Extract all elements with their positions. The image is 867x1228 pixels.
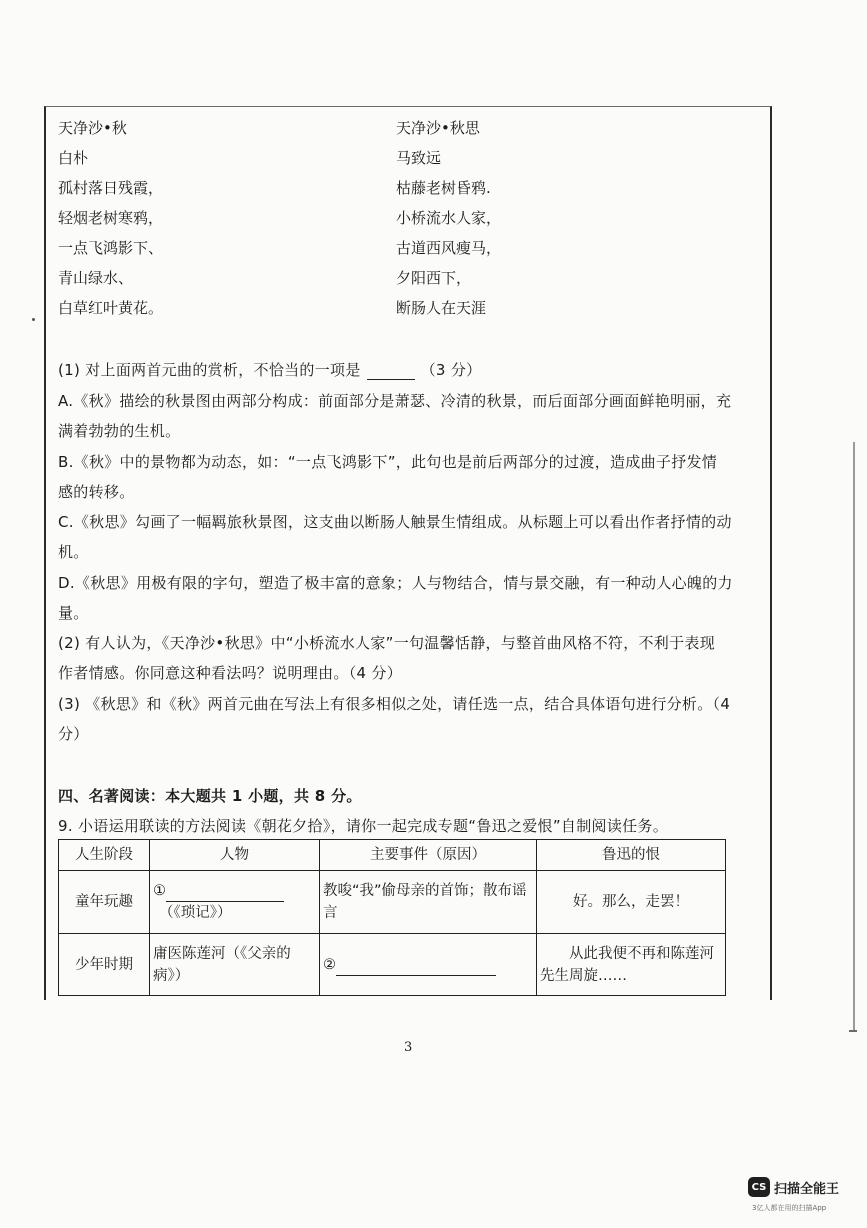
person-cell: 庸医陈莲河（《父亲的病》） (150, 934, 320, 996)
option-c-line2: 机。 (58, 543, 89, 561)
question-3-line2: 分） (58, 725, 89, 743)
scanner-watermark (748, 1176, 839, 1198)
table-header-cell: 主要事件（原因） (320, 840, 537, 871)
person-fill-blank[interactable] (166, 887, 284, 902)
poem-left-line: 一点飞鸿影下、 (58, 239, 164, 257)
reading-task-table (58, 839, 726, 996)
event-cell: 教唆“我”偷母亲的首饰；散布谣言 (320, 871, 537, 934)
table-row (59, 934, 726, 996)
option-c-line1: C.《秋思》勾画了一幅羁旅秋景图，这支曲以断肠人触景生情组成。从标题上可以看出作者抒情的动 (58, 513, 732, 531)
question-2-line2: 作者情感。你同意这种看法吗？说明理由。（4 分） (58, 664, 403, 682)
poem-right-title: 天净沙•秋思 (396, 119, 480, 137)
table-header-cell: 人生阶段 (59, 840, 150, 871)
blank-marker-2: ② (323, 956, 336, 973)
option-b-line1: B.《秋》中的景物都为动态，如：“一点飞鸿影下”，此句也是前后两部分的过渡，造成曲子抒发情 (58, 453, 718, 471)
table-header-cell: 鲁迅的恨 (537, 840, 726, 871)
blank-marker-1: ① (153, 883, 166, 899)
watermark-tagline: 3亿人都在用的扫描App (752, 1204, 827, 1212)
poem-right-line: 夕阳西下， (396, 269, 472, 287)
table-header-row (59, 840, 726, 871)
option-d-line2: 量。 (58, 604, 89, 622)
poem-right-line: 枯藤老树昏鸦. (396, 179, 491, 197)
poem-right-line: 小桥流水人家， (396, 209, 502, 227)
person-note: （《琐记》） (159, 905, 232, 921)
question-9-prompt: 9. 小语运用联读的方法阅读《朝花夕拾》，请你一起完成专题“鲁迅之爱恨”自制阅读任务。 (58, 817, 669, 835)
poem-right-line: 断肠人在天涯 (396, 299, 487, 317)
table-header-cell: 人物 (150, 840, 320, 871)
poem-right-author: 马致远 (396, 149, 442, 167)
option-b-line2: 感的转移。 (58, 483, 135, 501)
camscanner-logo-icon: CS (748, 1177, 770, 1197)
question-1-stem-text: (1) 对上面两首元曲的赏析，不恰当的一项是 (58, 361, 361, 379)
option-d-line1: D.《秋思》用极有限的字句，塑造了极丰富的意象；人与物结合，情与景交融，有一种动人心魄的力 (58, 574, 733, 592)
event-fill-blank[interactable] (336, 961, 496, 976)
poem-left-line: 轻烟老树寒鸦， (58, 209, 164, 227)
scan-speck (32, 318, 35, 321)
hate-cell: 从此我便不再和陈莲河先生周旋…… (537, 934, 726, 996)
watermark-name: 扫描全能王 (774, 1181, 840, 1197)
section-4-title: 四、名著阅读：本大题共 1 小题，共 8 分。 (58, 787, 362, 805)
stage-cell: 童年玩趣 (59, 871, 150, 934)
stage-cell: 少年时期 (59, 934, 150, 996)
question-1-points: （3 分） (420, 361, 482, 379)
option-a-line1: A.《秋》描绘的秋景图由两部分构成：前面部分是萧瑟、冷清的秋景，而后面部分画面鲜艳明丽，充 (58, 392, 732, 410)
hate-cell: 好。那么，走罢！ (537, 871, 726, 934)
poem-left-line: 白草红叶黄花。 (58, 299, 164, 317)
event-cell[interactable] (320, 934, 537, 996)
question-1-stem (58, 360, 481, 380)
table-row (59, 871, 726, 934)
poem-left-author: 白朴 (58, 149, 89, 167)
binding-edge-mark (853, 442, 855, 1032)
option-a-line2: 满着勃勃的生机。 (58, 422, 181, 440)
poem-left-title: 天净沙•秋 (58, 119, 127, 137)
poem-left-line: 青山绿水、 (58, 269, 134, 287)
answer-blank[interactable] (367, 365, 415, 380)
page-number: 3 (404, 1040, 413, 1055)
question-2-line1: (2) 有人认为，《天净沙•秋思》中“小桥流水人家”一句温馨恬静，与整首曲风格不符，不利于表现 (58, 634, 716, 652)
binding-edge-foot (849, 1030, 857, 1032)
person-cell[interactable] (150, 871, 320, 934)
poem-left-line: 孤村落日残霞， (58, 179, 164, 197)
poem-right-line: 古道西风瘦马， (396, 239, 502, 257)
question-3-line1: (3) 《秋思》和《秋》两首元曲在写法上有很多相似之处，请任选一点，结合具体语句进行分析。（4 (58, 695, 731, 713)
